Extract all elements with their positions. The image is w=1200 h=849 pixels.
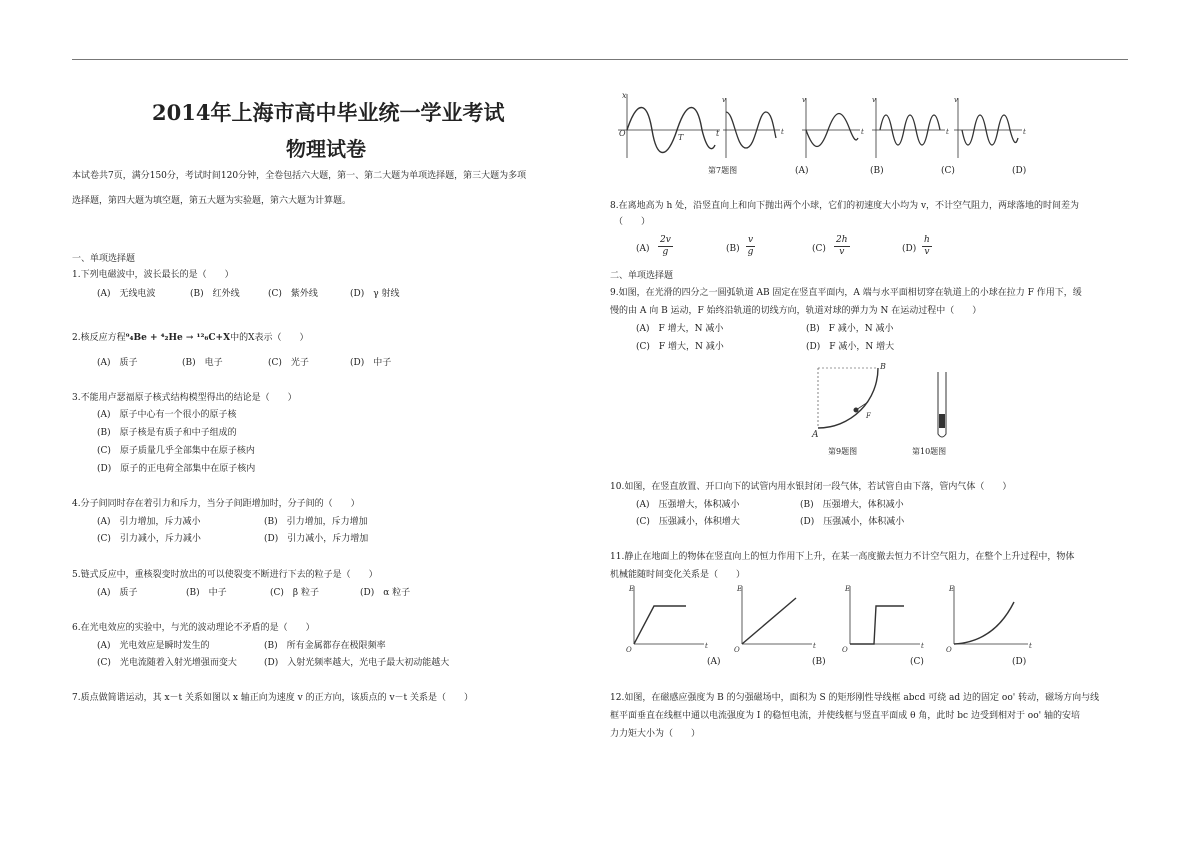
fig7-c-t-label: t [946, 128, 949, 136]
fig7-option-b-graph [802, 96, 864, 158]
q4-option-d: (D) 引力减小，斥力增加 [264, 534, 369, 544]
fig11-graph-c [842, 585, 924, 654]
q9-stem-line-1: 9.如图，在光滑的四分之一圆弧轨道 AB 固定在竖直平面内，A 端与水平面相切穿在轨道上的小球在拉力 F 作用下，缓 [610, 288, 1082, 298]
fig7-xt-graph [618, 91, 720, 158]
fig7-a-v-label: v [722, 96, 726, 104]
q8-a-denominator: g [662, 247, 669, 257]
q8-option-a-label: (A) [636, 244, 650, 254]
intro-line-1: 本试卷共7页，满分150分，考试时间120分钟，全卷包括六大题，第一、第二大题为单项选择题，第三大题为多项 [72, 171, 527, 181]
fig11-d-t-label: t [1029, 642, 1032, 650]
q8-option-c-fraction [834, 235, 850, 258]
fig7-label-d: (D) [1012, 166, 1027, 176]
fig11-graph-d [946, 585, 1032, 654]
fig9-label-f: F [866, 412, 871, 420]
q2-option-a: (A) 质子 [97, 358, 138, 368]
q10-option-c: (C) 压强减小，体积增大 [636, 517, 740, 527]
q8-option-b-label: (B) [726, 244, 740, 254]
q8-option-d-label: (D) [902, 244, 917, 254]
fig7-label-b: (B) [870, 166, 884, 176]
q8-b-denominator: g [747, 247, 754, 257]
q1-option-a: (A) 无线电波 [97, 289, 156, 299]
fig7-option-d-graph [954, 96, 1026, 158]
fig11-d-origin: O [946, 646, 952, 654]
q1-option-c: (C) 紫外线 [268, 289, 318, 299]
fig11-graph-a [626, 585, 708, 654]
fig7-d-v-label: v [954, 96, 958, 104]
fig11-b-t-label: t [813, 642, 816, 650]
fig7-a-t-label: t [781, 128, 784, 136]
q5-option-b: (B) 中子 [186, 588, 227, 598]
q8-d-numerator: h [924, 235, 930, 245]
q9-option-c: (C) F 增大，N 减小 [636, 342, 724, 352]
q2-option-b: (B) 电子 [182, 358, 223, 368]
q5-stem: 5.链式反应中，重核裂变时放出的可以使裂变不断进行下去的粒子是（ ） [72, 570, 378, 580]
fig11-b-e-label: E [737, 585, 743, 593]
fig11-graphs [624, 582, 1044, 652]
exam-subtitle: 物理试卷 [286, 137, 366, 161]
fig7-graphs [610, 90, 1030, 180]
q8-c-denominator: v [839, 247, 845, 257]
fig11-graph-b [734, 585, 816, 654]
fig7-option-a-graph [722, 96, 784, 158]
section1-title: 一、单项选择题 [72, 254, 136, 264]
fig11-a-e-label: E [629, 585, 635, 593]
q2-equation: ⁹₄Be + ⁴₂He → ¹²₆C+X [125, 333, 231, 343]
q3-option-c: (C) 原子质量几乎全部集中在原子核内 [97, 446, 255, 456]
fig11-a-origin: O [626, 646, 632, 654]
q5-option-c: (C) β 粒子 [270, 588, 319, 598]
header-rule [72, 59, 1128, 60]
q9-stem-line-2: 慢的由 A 向 B 运动，F 始终沿轨道的切线方向，轨道对球的弹力为 N 在运动过程中（ ） [610, 306, 982, 316]
q6-option-d: (D) 入射光频率越大，光电子最大初动能越大 [264, 658, 450, 668]
q10-stem: 10.如图，在竖直放置、开口向下的试管内用水银封闭一段气体，若试管自由下落，管内气体（ ） [610, 482, 1012, 492]
q2-option-d: (D) 中子 [350, 358, 392, 368]
q3-option-a: (A) 原子中心有一个很小的原子核 [97, 410, 237, 420]
q6-option-c: (C) 光电流随着入射光增强而变大 [97, 658, 237, 668]
fig11-a-t-label: t [705, 642, 708, 650]
q3-option-d: (D) 原子的正电荷全部集中在原子核内 [97, 464, 256, 474]
fig10-test-tube [938, 372, 946, 437]
section2-title: 二、单项选择题 [610, 271, 674, 281]
q8-d-denominator: v [924, 247, 930, 257]
q12-stem-line-2: 框平面垂直在线框中通以电流强度为 I 的稳恒电流，并使线框与竖直平面成 θ 角，此时 bc 边受到相对于 oo' 轴的安培 [610, 711, 1080, 721]
q6-option-a: (A) 光电效应是瞬时发生的 [97, 641, 210, 651]
q4-stem: 4.分子间同时存在着引力和斥力，当分子间距增加时，分子间的（ ） [72, 499, 360, 509]
q2-stem-post: 中的X表示（ ） [230, 333, 309, 343]
q8-option-a-fraction [658, 235, 673, 258]
q12-stem-line-3: 力力矩大小为（ ） [610, 729, 701, 739]
q8-stem-line-2: （ ） [614, 217, 651, 227]
fig11-c-origin: O [842, 646, 848, 654]
q1-stem: 1.下列电磁波中，波长最长的是（ ） [72, 270, 234, 280]
q11-stem-line-2: 机械能随时间变化关系是（ ） [610, 570, 746, 580]
fig7-t-axis-label: t [716, 129, 720, 138]
fig7-option-c-graph [872, 96, 949, 158]
fig7-label-a: (A) [795, 166, 809, 176]
q8-a-numerator: 2v [660, 235, 671, 245]
fig9-arc [811, 362, 886, 440]
fig11-label-d: (D) [1012, 657, 1027, 667]
fig11-label-b: (B) [812, 657, 826, 667]
q2-option-c: (C) 光子 [268, 358, 309, 368]
fig9-caption: 第9题图 [828, 447, 858, 456]
q5-option-a: (A) 质子 [97, 588, 138, 598]
fig11-c-e-label: E [845, 585, 851, 593]
q8-b-numerator: v [748, 235, 754, 245]
q8-option-c-label: (C) [812, 244, 826, 254]
fig11-d-e-label: E [949, 585, 955, 593]
fig11-b-origin: O [734, 646, 740, 654]
fig9-fig10-drawing [810, 362, 970, 442]
fig7-b-v-label: v [802, 96, 806, 104]
q1-option-b: (B) 红外线 [190, 289, 240, 299]
q4-option-b: (B) 引力增加，斥力增加 [264, 517, 368, 527]
fig7-period-label: T [678, 133, 684, 142]
q8-option-b-fraction [746, 235, 755, 258]
fig9-label-a: A [812, 430, 819, 440]
q9-option-b: (B) F 减小，N 减小 [806, 324, 894, 334]
q2-stem [72, 332, 308, 344]
fig7-d-t-label: t [1023, 128, 1026, 136]
q11-stem-line-1: 11.静止在地面上的物体在竖直向上的恒力作用下上升，在某一高度撤去恒力不计空气阻力，在整个上升过程中，物体 [610, 552, 1075, 562]
q5-option-d: (D) α 粒子 [360, 588, 411, 598]
fig11-label-a: (A) [707, 657, 721, 667]
fig7-caption: 第7题图 [708, 166, 738, 175]
q10-option-a: (A) 压强增大，体积减小 [636, 500, 740, 510]
fig7-x-axis-label: x [622, 91, 627, 100]
fig7-c-v-label: v [872, 96, 876, 104]
q10-option-d: (D) 压强减小，体积减小 [800, 517, 905, 527]
q7-stem: 7.质点做简谐运动，其 x－t 关系如图以 x 轴正向为速度 v 的正方向，该质点的 v－t 关系是（ ） [72, 693, 474, 703]
fig11-label-c: (C) [910, 657, 924, 667]
fig7-origin-label: O [619, 129, 626, 138]
intro-line-2: 选择题，第四大题为填空题，第五大题为实验题，第六大题为计算题。 [72, 196, 352, 206]
q8-stem-line-1: 8.在离地高为 h 处，沿竖直向上和向下抛出两个小球，它们的初速度大小均为 v，不计空气阻力，两球落地的时间差为 [610, 201, 1080, 211]
q6-option-b: (B) 所有金属都存在极限频率 [264, 641, 386, 651]
q1-option-d: (D) γ 射线 [350, 289, 400, 299]
fig11-c-t-label: t [921, 642, 924, 650]
q8-option-d-fraction [922, 235, 932, 258]
fig9-label-b: B [880, 362, 886, 371]
q10-option-b: (B) 压强增大，体积减小 [800, 500, 904, 510]
q3-option-b: (B) 原子核是有质子和中子组成的 [97, 428, 237, 438]
q4-option-a: (A) 引力增加，斥力减小 [97, 517, 201, 527]
q12-stem-line-1: 12.如图，在磁感应强度为 B 的匀强磁场中，面积为 S 的矩形刚性导线框 abcd 可绕 ad 边的固定 oo' 转动，磁场方向与线 [610, 693, 1100, 703]
q9-option-d: (D) F 减小，N 增大 [806, 342, 895, 352]
q8-c-numerator: 2h [836, 235, 848, 245]
q2-stem-pre: 2.核反应方程 [72, 333, 126, 343]
fig7-label-c: (C) [941, 166, 955, 176]
fig7-b-t-label: t [861, 128, 864, 136]
exam-title: 2014年上海市高中毕业统一学业考试 [152, 100, 505, 125]
fig10-caption: 第10题图 [912, 447, 947, 456]
q6-stem: 6.在光电效应的实验中，与光的波动理论不矛盾的是（ ） [72, 623, 315, 633]
q4-option-c: (C) 引力减小，斥力减小 [97, 534, 201, 544]
q3-stem: 3.不能用卢瑟福原子核式结构模型得出的结论是（ ） [72, 393, 297, 403]
q9-option-a: (A) F 增大，N 减小 [636, 324, 724, 334]
